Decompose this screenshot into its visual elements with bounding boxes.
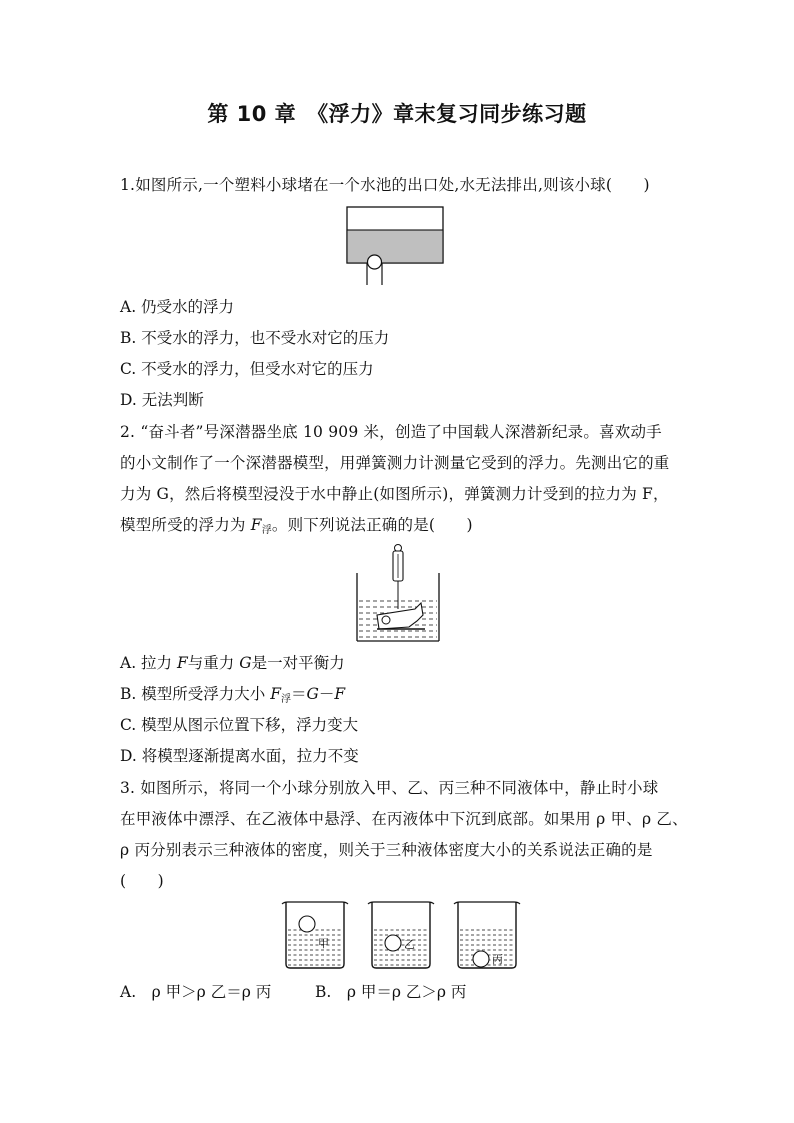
q1-option-c: C. 不受水的浮力，但受水对它的压力 — [120, 360, 374, 378]
q2-option-b — [120, 684, 345, 707]
q1-stem: 1.如图所示,一个塑料小球堵在一个水池的出口处,水无法排出,则该小球( ) — [120, 176, 650, 194]
q2-option-a-pre: A. 拉力 — [120, 654, 177, 672]
q2-option-a — [120, 653, 345, 673]
q2-line-4-prefix: 模型所受的浮力为 — [120, 516, 251, 534]
q2-option-b-sub: 浮 — [280, 694, 291, 705]
q2-line-4-f: F — [250, 516, 262, 534]
beaker-jia — [280, 900, 350, 972]
plastic-ball — [368, 255, 382, 269]
ball-suspended — [385, 935, 401, 951]
q2-option-c: C. 模型从图示位置下移，浮力变大 — [120, 716, 359, 734]
q2-option-b-pre: B. 模型所受浮力大小 — [120, 685, 271, 703]
ball-sunk — [473, 951, 489, 967]
q3-line-2: 在甲液体中漂浮、在乙液体中悬浮、在丙液体中下沉到底部。如果用 ρ 甲、ρ 乙、 — [120, 810, 688, 828]
q2-option-b-f: F — [270, 685, 281, 703]
ball-floating — [299, 916, 315, 932]
q2-line-4 — [120, 515, 473, 538]
q2-option-a-post: 是一对平衡力 — [251, 654, 345, 672]
q2-option-b-g: G — [306, 685, 319, 703]
model-window — [382, 616, 390, 624]
q2-line-4-suffix: 。则下列说法正确的是( ) — [271, 516, 473, 534]
q2-line-1: 2. “奋斗者”号深潜器坐底 10 909 米，创造了中国载人深潜新纪录。喜欢动手 — [120, 423, 662, 441]
q2-spring-scale-figure — [355, 543, 441, 643]
q3-line-3: ρ 丙分别表示三种液体的密度，则关于三种液体密度大小的关系说法正确的是 — [120, 841, 653, 859]
beaker-label-jia: 甲 — [318, 937, 329, 950]
q2-option-b-eq: ＝ — [290, 685, 307, 703]
q2-line-2: 的小文制作了一个深潜器模型，用弹簧测力计测量它受到的浮力。先测出它的重 — [120, 454, 670, 472]
q2-line-3: 力为 G，然后将模型浸没于水中静止(如图所示)，弹簧测力计受到的拉力为 F， — [120, 485, 669, 503]
beaker-label-yi: 乙 — [404, 938, 415, 951]
q3-option-a: A. ρ 甲＞ρ 乙＝ρ 丙 — [120, 983, 272, 1001]
beaker-label-bing: 丙 — [492, 953, 503, 966]
q2-option-a-f: F — [176, 654, 188, 672]
beaker-bing — [452, 900, 522, 972]
q2-option-d: D. 将模型逐渐提离水面，拉力不变 — [120, 747, 359, 765]
q2-option-b-f2: F — [334, 685, 346, 703]
q2-option-b-minus: － — [318, 685, 335, 703]
pool-water — [347, 230, 443, 263]
beaker-yi — [366, 900, 436, 972]
q2-line-4-sub: 浮 — [261, 525, 272, 536]
q1-option-a: A. 仍受水的浮力 — [120, 298, 235, 316]
q1-option-b: B. 不受水的浮力，也不受水对它的压力 — [120, 329, 390, 347]
q1-option-d: D. 无法判断 — [120, 391, 204, 409]
q3-line-4: ( ) — [120, 872, 164, 890]
q3-option-b: B. ρ 甲＝ρ 乙＞ρ 丙 — [315, 983, 467, 1001]
q1-pool-figure — [345, 205, 445, 287]
q2-option-a-mid: 与重力 — [187, 654, 240, 672]
q3-line-1: 3. 如图所示，将同一个小球分别放入甲、乙、丙三种不同液体中，静止时小球 — [120, 779, 659, 797]
q2-option-a-g: G — [239, 654, 252, 672]
page-title: 第 10 章 《浮力》章末复习同步练习题 — [207, 102, 587, 126]
